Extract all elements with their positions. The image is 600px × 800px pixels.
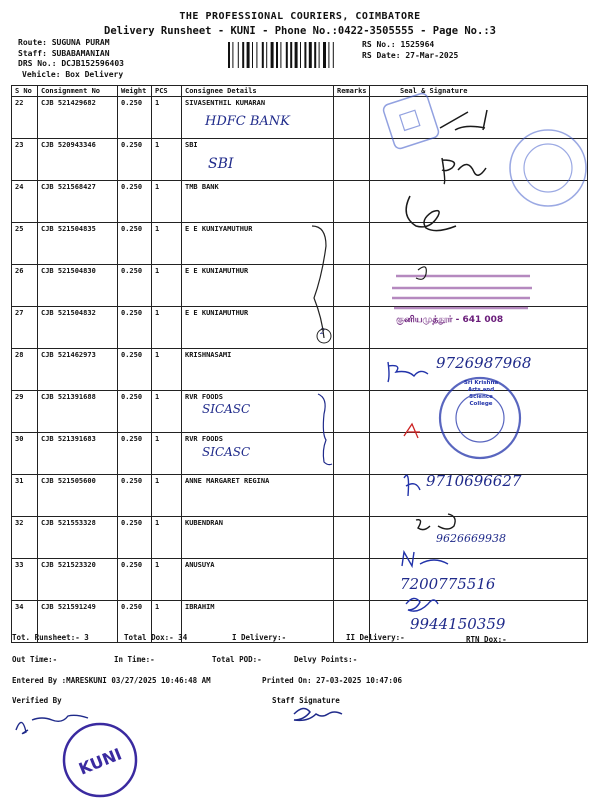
cell-consignee: IBRAHIM	[182, 601, 334, 643]
barcode-bar	[252, 42, 253, 68]
staff-signature	[294, 708, 342, 720]
hand-phone-31: 9710696627	[426, 472, 522, 490]
cell-consignee: KUBENDRAN	[182, 517, 334, 559]
cell-sno: 34	[12, 601, 38, 643]
cell-pcs: 1	[152, 265, 182, 307]
hand-phone-28: 9726987968	[436, 354, 532, 372]
cell-weight: 0.250	[118, 307, 152, 349]
cell-pcs: 1	[152, 223, 182, 265]
barcode-bar	[328, 42, 329, 68]
cell-sno: 23	[12, 139, 38, 181]
cell-sno: 28	[12, 349, 38, 391]
cell-consignee: TMB BANK	[182, 181, 334, 223]
cell-consignee: E E KUNIAMUTHUR	[182, 307, 334, 349]
cell-consignee: SBI	[182, 139, 334, 181]
vehicle: Vehicle: Box Delivery	[22, 69, 124, 79]
entered-by: Entered By :MARESKUNI 03/27/2025 10:46:48 AM	[12, 676, 211, 685]
barcode-bar	[309, 42, 312, 68]
col-sno: S No	[12, 86, 38, 97]
cell-remarks	[334, 97, 370, 139]
college-stamp-text: Sri Krishna Arts and Science College	[463, 380, 499, 407]
cell-consignment-no: CJB 521523320	[38, 559, 118, 601]
drs-no: DRS No.: DCJB152596403	[18, 59, 124, 68]
cell-consignee: KRISHNASAMI	[182, 349, 334, 391]
cell-remarks	[334, 475, 370, 517]
cell-consignment-no: CJB 521391683	[38, 433, 118, 475]
barcode-bar	[242, 42, 244, 68]
barcode-bar	[232, 42, 233, 68]
cell-pcs: 1	[152, 433, 182, 475]
route-info	[18, 38, 124, 80]
cell-pcs: 1	[152, 517, 182, 559]
cell-seal	[370, 139, 588, 181]
hand-phone-33: 7200775516	[400, 575, 496, 593]
cell-consignment-no: CJB 521391688	[38, 391, 118, 433]
cell-consignee: E E KUNIYAMUTHUR	[182, 223, 334, 265]
cell-consignee: E E KUNIAMUTHUR	[182, 265, 334, 307]
cell-remarks	[334, 265, 370, 307]
cell-consignee: RVR FOODS	[182, 433, 334, 475]
cell-weight: 0.250	[118, 181, 152, 223]
cell-remarks	[334, 223, 370, 265]
hand-sicasc-1: SICASC	[202, 402, 251, 416]
cell-consignment-no: CJB 521504835	[38, 223, 118, 265]
hand-hdfc: HDFC BANK	[205, 114, 290, 129]
cell-pcs: 1	[152, 97, 182, 139]
cell-pcs: 1	[152, 349, 182, 391]
rs-no: RS No.: 1525964	[362, 40, 435, 49]
col-weight: Weight	[118, 86, 152, 97]
cell-consignment-no: CJB 521429682	[38, 97, 118, 139]
hand-phone-34: 9944150359	[410, 615, 506, 633]
cell-remarks	[334, 349, 370, 391]
barcode-bar	[295, 42, 298, 68]
table-row	[12, 223, 588, 265]
out-time: Out Time:-	[12, 655, 58, 664]
rs-date: RS Date: 27-Mar-2025	[362, 50, 459, 60]
cell-consignment-no: CJB 521505600	[38, 475, 118, 517]
cell-weight: 0.250	[118, 559, 152, 601]
col-seal: Seal & Signature	[370, 86, 588, 97]
kuni-stamp: KUNI	[76, 744, 125, 779]
cell-sno: 29	[12, 391, 38, 433]
table-row	[12, 307, 588, 349]
cell-consignment-no: CJB 521591249	[38, 601, 118, 643]
cell-weight: 0.250	[118, 391, 152, 433]
cell-sno: 22	[12, 97, 38, 139]
tamil-stamp-pin: குனியமுத்தூர் - 641 008	[396, 315, 504, 325]
verified-by: Verified By	[12, 696, 62, 705]
runsheet-title: Delivery Runsheet - KUNI - Phone No.:0422-3505555 - Page No.:3	[104, 25, 496, 37]
tot-runsheet: Tot. Runsheet:- 3	[12, 633, 89, 642]
cell-weight: 0.250	[118, 433, 152, 475]
printed-on: Printed On: 27-03-2025 10:47:06	[262, 676, 402, 685]
barcode-bar	[238, 42, 239, 68]
cell-weight: 0.250	[118, 223, 152, 265]
barcode-bar	[228, 42, 230, 68]
cell-remarks	[334, 517, 370, 559]
cell-seal	[370, 223, 588, 265]
cell-consignee: SIVASENTHIL KUMARAN	[182, 97, 334, 139]
cell-seal	[370, 265, 588, 307]
rs-info	[362, 40, 458, 61]
cell-sno: 30	[12, 433, 38, 475]
table-row	[12, 265, 588, 307]
barcode-bar	[271, 42, 274, 68]
hand-sicasc-2: SICASC	[202, 445, 251, 459]
cell-sno: 25	[12, 223, 38, 265]
table-row	[12, 181, 588, 223]
cell-sno: 27	[12, 307, 38, 349]
hand-phone-32: 9626669938	[436, 532, 506, 545]
cell-seal	[370, 307, 588, 349]
org-name: THE PROFESSIONAL COURIERS, COIMBATORE	[179, 11, 421, 22]
staff: Staff: SUBABAMANIAN	[18, 48, 110, 58]
barcode-bar	[323, 42, 326, 68]
barcode-bar	[256, 42, 257, 68]
col-remarks: Remarks	[334, 86, 370, 97]
col-consignment: Consignment No	[38, 86, 118, 97]
ii-delivery: II Delivery:-	[346, 633, 405, 642]
barcode-bar	[247, 42, 250, 68]
cell-consignment-no: CJB 521462973	[38, 349, 118, 391]
barcode-bar	[262, 42, 264, 68]
cell-sno: 24	[12, 181, 38, 223]
barcode-bar	[319, 42, 320, 68]
cell-remarks	[334, 391, 370, 433]
cell-remarks	[334, 181, 370, 223]
cell-weight: 0.250	[118, 349, 152, 391]
cell-consignment-no: CJB 521504830	[38, 265, 118, 307]
barcode-bar	[304, 42, 306, 68]
table-header	[12, 86, 588, 97]
barcode-bar	[300, 42, 301, 68]
cell-pcs: 1	[152, 475, 182, 517]
hand-mark-2: 2	[320, 327, 326, 336]
cell-seal	[370, 97, 588, 139]
i-delivery: I Delivery:-	[232, 633, 287, 642]
barcode	[228, 42, 354, 68]
cell-pcs: 1	[152, 601, 182, 643]
barcode-bar	[314, 42, 316, 68]
barcode-bar	[280, 42, 281, 68]
verified-signature	[16, 715, 88, 733]
cell-pcs: 1	[152, 139, 182, 181]
delvy-points: Delvy Points:-	[294, 655, 358, 664]
barcode-bar	[290, 42, 292, 68]
cell-consignment-no: CJB 521568427	[38, 181, 118, 223]
cell-weight: 0.250	[118, 601, 152, 643]
total-pod: Total POD:-	[212, 655, 262, 664]
barcode-bar	[286, 42, 288, 68]
table-row	[12, 559, 588, 601]
cell-sno: 32	[12, 517, 38, 559]
barcode-bar	[266, 42, 267, 68]
cell-remarks	[334, 433, 370, 475]
cell-pcs: 1	[152, 391, 182, 433]
rtn-dox: RTN Dox:-	[466, 635, 507, 644]
cell-weight: 0.250	[118, 517, 152, 559]
staff-signature-label: Staff Signature	[272, 696, 340, 705]
cell-weight: 0.250	[118, 475, 152, 517]
cell-weight: 0.250	[118, 139, 152, 181]
cell-consignment-no: CJB 520943346	[38, 139, 118, 181]
cell-seal	[370, 433, 588, 475]
cell-remarks	[334, 139, 370, 181]
cell-remarks	[334, 307, 370, 349]
cell-pcs: 1	[152, 307, 182, 349]
col-pcs: PCS	[152, 86, 182, 97]
cell-sno: 33	[12, 559, 38, 601]
cell-consignee: ANNE MARGARET REGINA	[182, 475, 334, 517]
barcode-bar	[333, 42, 334, 68]
table-row	[12, 139, 588, 181]
route: Route: SUGUNA PURAM	[18, 38, 110, 47]
total-dox: Total Dox:- 34	[124, 633, 188, 642]
cell-weight: 0.250	[118, 97, 152, 139]
cell-sno: 31	[12, 475, 38, 517]
cell-sno: 26	[12, 265, 38, 307]
cell-remarks	[334, 559, 370, 601]
barcode-bar	[276, 42, 278, 68]
in-time: In Time:-	[114, 655, 155, 664]
cell-consignee: ANUSUYA	[182, 559, 334, 601]
cell-consignment-no: CJB 521504832	[38, 307, 118, 349]
table-row	[12, 97, 588, 139]
hand-sbi: SBI	[208, 156, 234, 172]
cell-weight: 0.250	[118, 265, 152, 307]
cell-pcs: 1	[152, 559, 182, 601]
table-row	[12, 433, 588, 475]
cell-consignment-no: CJB 521553328	[38, 517, 118, 559]
cell-seal	[370, 181, 588, 223]
cell-pcs: 1	[152, 181, 182, 223]
col-consignee: Consignee Details	[182, 86, 334, 97]
cell-consignee: RVR FOODS	[182, 391, 334, 433]
